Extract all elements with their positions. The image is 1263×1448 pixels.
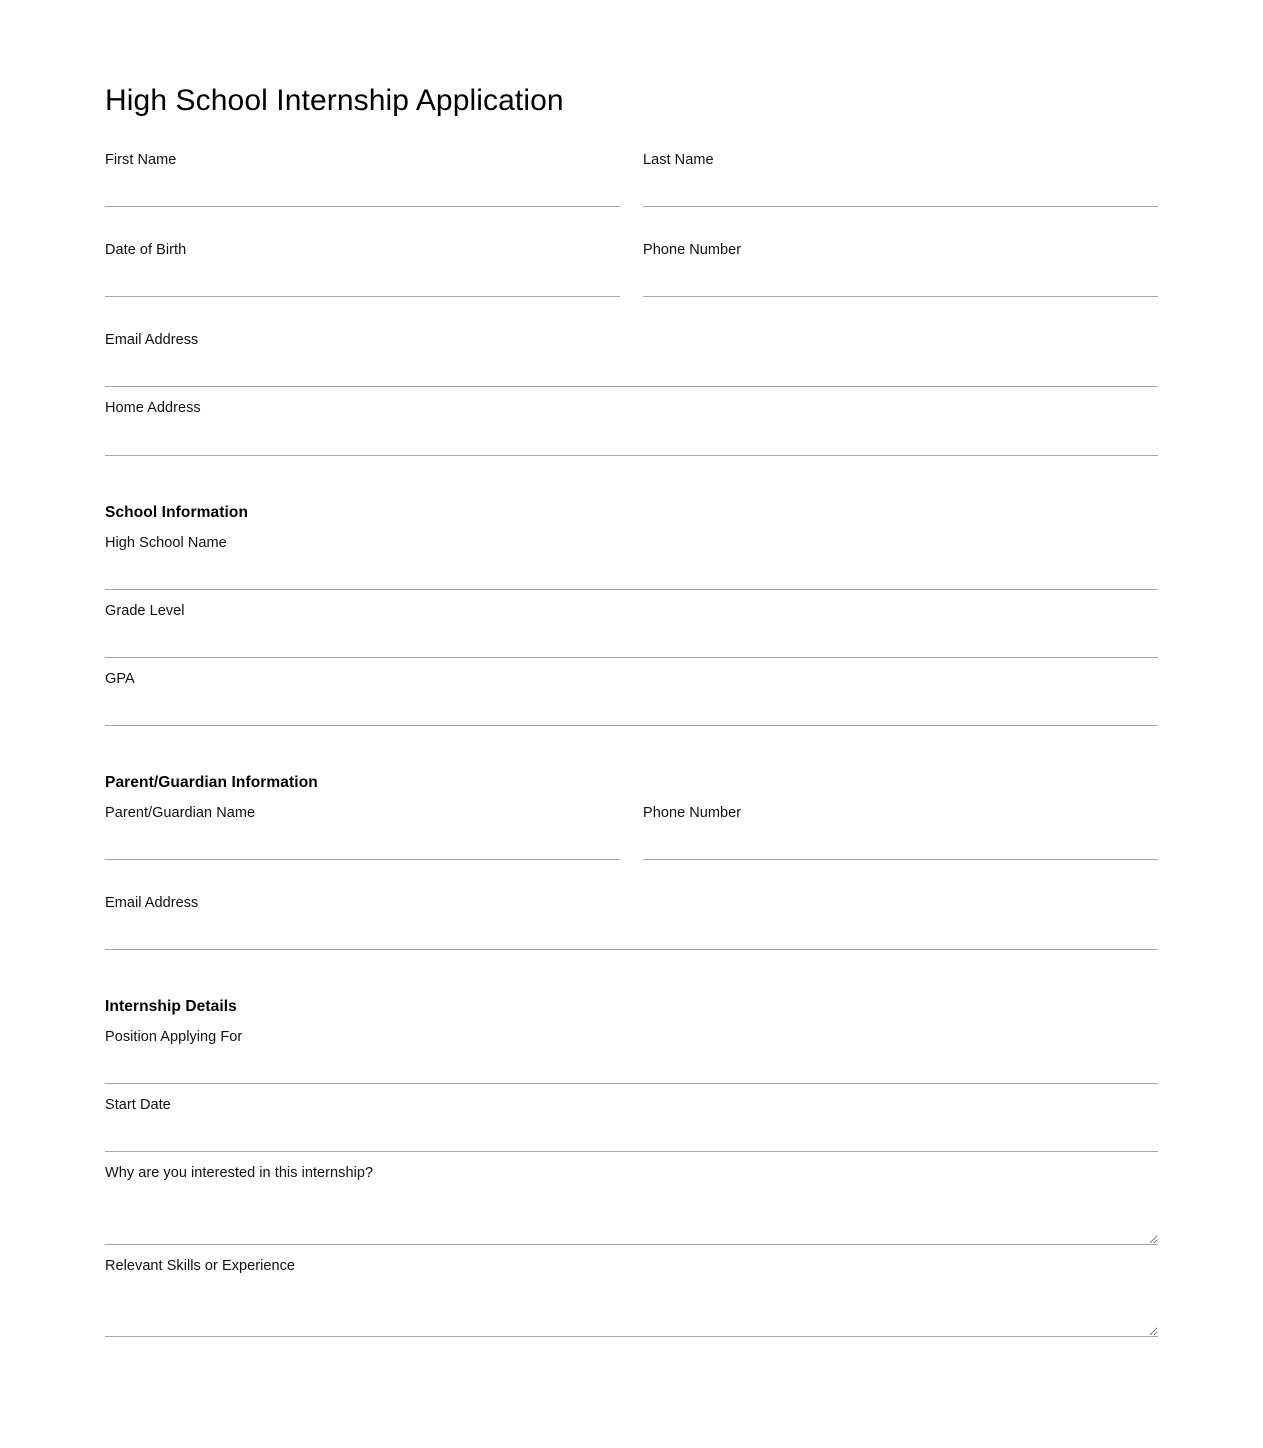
- section-heading-school-information: School Information: [105, 503, 249, 521]
- input-parent-guardian-phone[interactable]: [643, 824, 1158, 860]
- input-parent-guardian-name[interactable]: [105, 824, 620, 860]
- section-parent-guardian-information: [105, 774, 1158, 950]
- section-school-information: [105, 504, 1158, 726]
- form-field-high-school-name: [105, 534, 1158, 590]
- form-container: [105, 0, 1158, 1337]
- field-label-email-address: Email Address: [105, 332, 199, 349]
- spacer: [105, 860, 1158, 894]
- field-row: [105, 331, 1158, 387]
- field-row: [105, 1257, 1158, 1337]
- spacer: [105, 1152, 1158, 1164]
- input-gpa[interactable]: [105, 690, 1158, 726]
- field-label-start-date: Start Date: [105, 1097, 171, 1114]
- spacer: [105, 1084, 1158, 1096]
- section-heading-internship-details: Internship Details: [105, 998, 237, 1016]
- field-row: [105, 1096, 1158, 1152]
- section-internship-details: [105, 998, 1158, 1337]
- spacer: [105, 522, 1158, 534]
- spacer: [105, 950, 1158, 998]
- spacer: [105, 456, 1158, 504]
- spacer: [105, 387, 1158, 399]
- section-heading-parent-guardian-information: Parent/Guardian Information: [105, 773, 318, 791]
- form-field-start-date: [105, 1096, 1158, 1152]
- form-field-email-address: [105, 331, 1158, 387]
- section-applicant-information: [105, 151, 1158, 456]
- field-row: [105, 670, 1158, 726]
- field-label-home-address: Home Address: [105, 400, 201, 417]
- field-row: [105, 151, 1158, 207]
- spacer: [105, 207, 1158, 241]
- field-row: [105, 534, 1158, 590]
- field-row: [105, 894, 1158, 950]
- form-field-gpa: [105, 670, 1158, 726]
- page-title: High School Internship Application: [105, 84, 564, 117]
- field-label-gpa: GPA: [105, 670, 135, 687]
- input-high-school-name[interactable]: [105, 554, 1158, 590]
- field-row: [105, 1164, 1158, 1244]
- input-date-of-birth[interactable]: [105, 261, 620, 297]
- input-email-address[interactable]: [105, 351, 1158, 387]
- form-field-grade-level: [105, 602, 1158, 658]
- field-label-last-name: Last Name: [643, 152, 714, 168]
- form-field-parent-guardian-name: [105, 804, 620, 860]
- spacer: [105, 726, 1158, 774]
- form-field-phone-number: [643, 241, 1158, 297]
- field-row: [105, 1028, 1158, 1084]
- spacer: [105, 1245, 1158, 1257]
- field-label-parent-guardian-email: Email Address: [105, 895, 199, 911]
- field-row: [105, 399, 1158, 455]
- form-field-date-of-birth: [105, 241, 620, 297]
- field-label-first-name: First Name: [105, 152, 177, 168]
- form-field-first-name: [105, 151, 620, 207]
- field-label-phone-number: Phone Number: [643, 242, 742, 259]
- input-home-address[interactable]: [105, 420, 1158, 456]
- field-label-parent-guardian-name: Parent/Guardian Name: [105, 804, 256, 821]
- form-field-parent-guardian-email: [105, 894, 1158, 950]
- input-parent-guardian-email[interactable]: [105, 914, 1158, 950]
- input-phone-number[interactable]: [643, 261, 1158, 297]
- field-row: [105, 804, 1158, 860]
- form-field-position-applying-for: [105, 1028, 1158, 1084]
- form-field-relevant-skills: [105, 1257, 1158, 1337]
- field-label-position-applying-for: Position Applying For: [105, 1029, 243, 1046]
- field-label-grade-level: Grade Level: [105, 602, 185, 619]
- field-label-interest-essay: Why are you interested in this internship?: [105, 1165, 374, 1182]
- spacer: [105, 590, 1158, 602]
- input-grade-level[interactable]: [105, 622, 1158, 658]
- field-row: [105, 602, 1158, 658]
- spacer: [105, 658, 1158, 670]
- field-label-high-school-name: High School Name: [105, 534, 227, 551]
- field-label-relevant-skills: Relevant Skills or Experience: [105, 1257, 296, 1274]
- form-field-last-name: [643, 151, 1158, 207]
- spacer: [105, 1016, 1158, 1028]
- input-relevant-skills[interactable]: [105, 1277, 1158, 1337]
- spacer: [105, 792, 1158, 804]
- form-field-home-address: [105, 399, 1158, 455]
- field-label-parent-guardian-phone: Phone Number: [643, 804, 742, 821]
- input-start-date[interactable]: [105, 1116, 1158, 1152]
- form-field-parent-guardian-phone: [643, 804, 1158, 860]
- field-row: [105, 241, 1158, 297]
- input-last-name[interactable]: [643, 171, 1158, 207]
- input-interest-essay[interactable]: [105, 1185, 1158, 1245]
- field-label-date-of-birth: Date of Birth: [105, 242, 187, 259]
- spacer: [105, 297, 1158, 331]
- input-position-applying-for[interactable]: [105, 1048, 1158, 1084]
- form-field-interest-essay: [105, 1164, 1158, 1244]
- spacer: [105, 117, 1158, 151]
- input-first-name[interactable]: [105, 171, 620, 207]
